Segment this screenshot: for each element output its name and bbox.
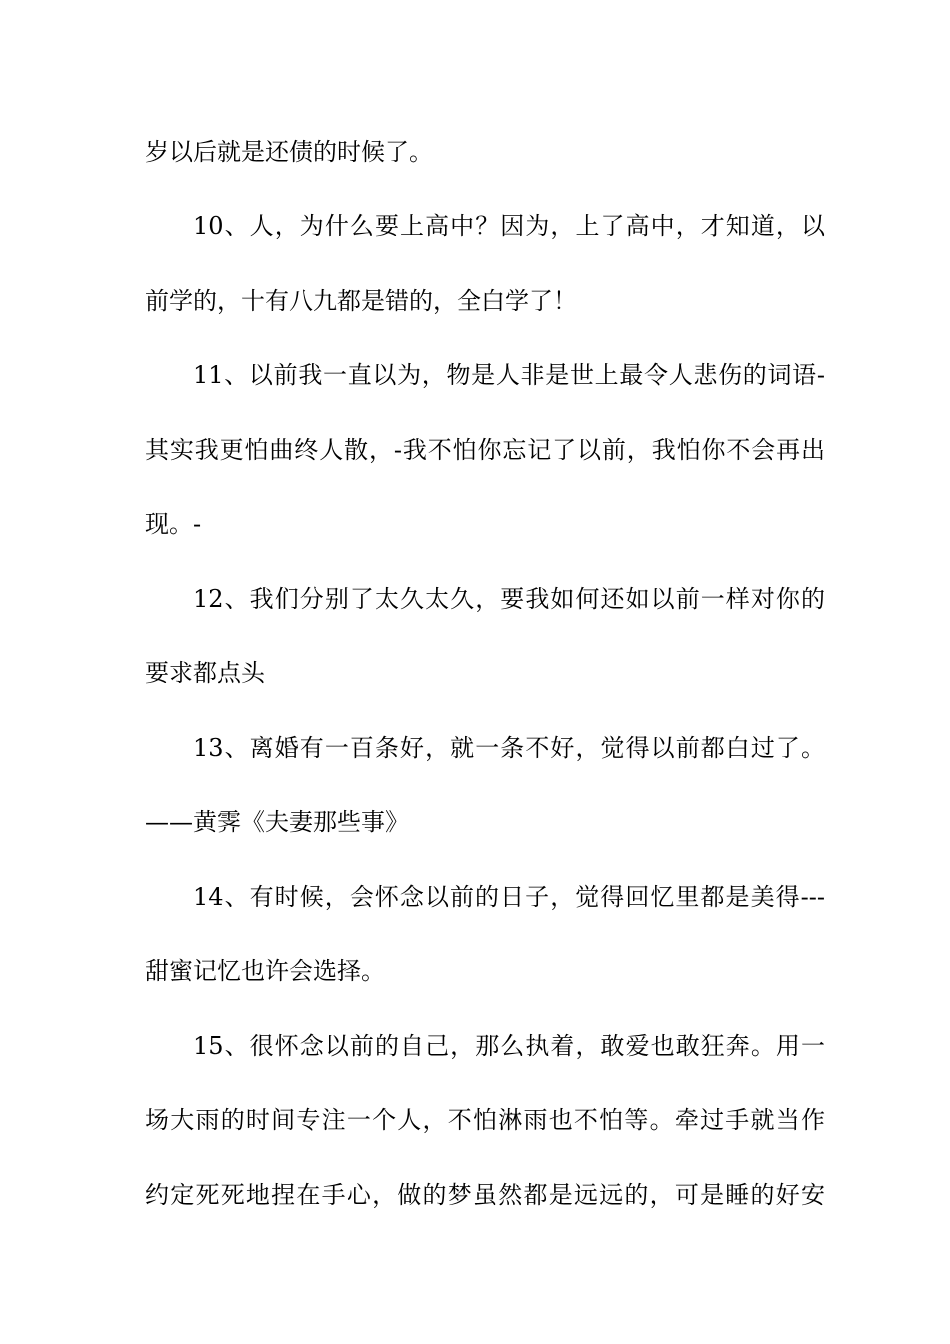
text-line: 11、以前我一直以为，物是人非是世上最令人悲伤的词语- [193,361,825,389]
text-line: 12、我们分别了太久太久，要我如何还如以前一样对你的 [193,585,825,613]
text-line: 岁以后就是还债的时候了。 [145,138,433,166]
text-line: 前学的，十有八九都是错的，全白学了！ [145,287,577,315]
text-line: ——黄霁《夫妻那些事》 [145,808,409,836]
text-line: 14、有时候，会怀念以前的日子，觉得回忆里都是美得--- [193,883,825,911]
text-line: 场大雨的时间专注一个人，不怕淋雨也不怕等。牵过手就当作 [145,1106,825,1134]
text-line: 约定死死地捏在手心，做的梦虽然都是远远的，可是睡的好安 [145,1181,825,1209]
text-line: 现。- [145,510,202,538]
text-line: 10、人，为什么要上高中？因为，上了高中，才知道，以 [193,212,825,240]
text-line: 15、很怀念以前的自己，那么执着，敢爱也敢狂奔。用一 [193,1032,825,1060]
text-line: 要求都点头 [145,659,265,687]
text-line: 其实我更怕曲终人散，-我不怕你忘记了以前，我怕你不会再出 [145,436,825,464]
text-line: 甜蜜记忆也许会选择。 [145,957,385,985]
text-line: 13、离婚有一百条好，就一条不好，觉得以前都白过了。 [193,734,825,762]
